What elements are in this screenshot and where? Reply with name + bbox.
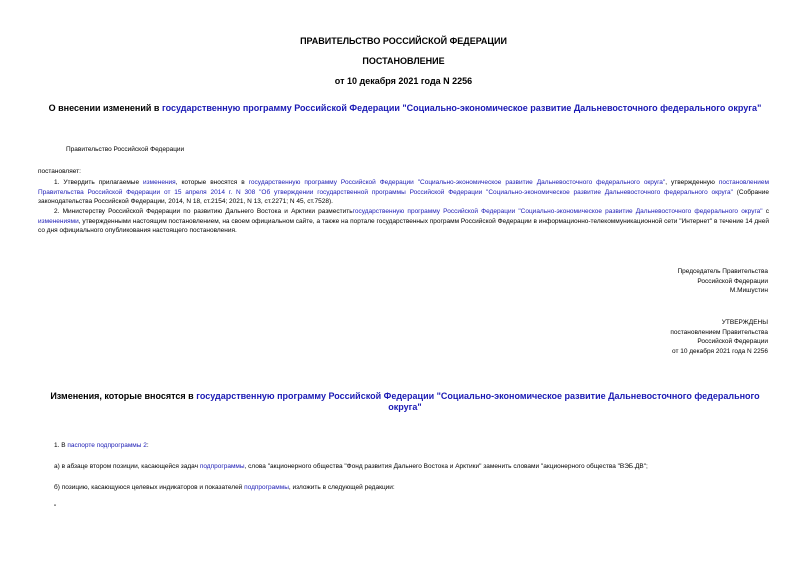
state-program-link[interactable]: государственную программу Российской Федерации "Социально-экономическое развитие Дальневосточного федерального округа" xyxy=(161,103,762,113)
approval-by: постановлением Правительства xyxy=(670,328,768,336)
p1-text-g: (Собрание законодательства Российской Федерации, 2014, N 18, ст.2154; 2021, N 13, ст.2271; N 45, ст.7528). xyxy=(38,188,769,206)
document-type: ПОСТАНОВЛЕНИЕ xyxy=(362,56,445,66)
changes-link[interactable]: изменения xyxy=(143,179,176,186)
signature-name: М.Мишустин xyxy=(729,287,768,295)
p2-program-link[interactable]: государственную программу Российской Федерации "Социально-экономическое развитие Дальневосточного федерального округа" xyxy=(352,208,763,215)
item-b-subprogram-link[interactable]: подпрограммы xyxy=(244,484,289,491)
item-a xyxy=(54,462,648,472)
document-title xyxy=(40,103,770,114)
document-title-prefix: О внесении изменений в xyxy=(48,103,162,113)
approval-date: от 10 декабря 2021 года N 2256 xyxy=(671,347,768,355)
approval-country: Российской Федерации xyxy=(697,338,768,346)
changes-title-prefix: Изменения, которые вносятся в xyxy=(50,391,197,401)
government-heading: ПРАВИТЕЛЬСТВО РОССИЙСКОЙ ФЕДЕРАЦИИ xyxy=(300,36,507,46)
preamble-government: Правительство Российской Федерации xyxy=(66,146,185,153)
p1-text-a: 1. Утвердить прилагаемые xyxy=(54,179,144,186)
changes-title-program-link[interactable]: государственную программу Российской Федерации "Социально-экономическое развитие Дальневосточного федерального округа" xyxy=(196,391,760,412)
item-a-text-c: , слова "акционерного общества "Фонд развития Дальнего Востока и Арктики" заменить словами "акционерного общества "ВЭБ.ДВ"; xyxy=(244,463,648,470)
signature-position: Председатель Правительства xyxy=(677,268,768,275)
subprogram-2-passport-link[interactable]: паспорте подпрограммы 2 xyxy=(67,442,147,449)
p1-text-e: , утвержденную xyxy=(665,179,719,186)
paragraph-1 xyxy=(38,178,769,207)
approval-heading: УТВЕРЖДЕНЫ xyxy=(721,319,768,326)
item-a-text-a: а) в абзаце втором позиции, касающейся задач xyxy=(54,463,200,470)
item-a-subprogram-link[interactable]: подпрограммы xyxy=(199,463,245,470)
p2-text-c: с xyxy=(762,208,769,215)
changes-title xyxy=(40,391,770,413)
p2-text-a: 2. Министерству Российской Федерации по развитию Дальнего Востока и Арктики разместить xyxy=(54,208,353,215)
item-b-text-a: б) позицию, касающуюся целевых индикаторов и показателей xyxy=(54,484,245,491)
item-b-text-c: , изложить в следующей редакции: xyxy=(288,484,395,491)
item-1 xyxy=(54,441,149,451)
document-date-number: от 10 декабря 2021 года N 2256 xyxy=(334,76,473,86)
resolution-308-link[interactable]: постановлением Правительства Российской Федерации от 15 апреля 2014 г. N 308 "Об утверждении государственной программы Российской Федерации "Социально-экономическое развитие Дальневосточного федерального округа" xyxy=(38,179,769,196)
item-b xyxy=(54,483,395,493)
p2-text-e: , утвержденными настоящим постановлением, на своем официальном сайте, а также на портале государственных программ Российской Федерации в информационно-телекоммуникационной сети "Интернет" в течение 14 дней со дня официального опубликования настоящего постановления. xyxy=(38,217,769,235)
p2-changes-link[interactable]: изменениями xyxy=(38,217,79,225)
approval-block xyxy=(500,318,768,356)
p1-text-c: , которые вносятся в xyxy=(175,179,249,186)
item1-text-c: : xyxy=(146,442,149,449)
signature-country: Российской Федерации xyxy=(697,277,768,285)
preamble-resolves: постановляет: xyxy=(38,168,81,175)
signature-block xyxy=(500,267,768,296)
item1-text-a: 1. В xyxy=(54,442,68,449)
quote-mark: " xyxy=(54,504,57,511)
p1-program-link[interactable]: государственную программу Российской Федерации "Социально-экономическое развитие Дальневосточного федерального округа" xyxy=(248,179,666,186)
paragraph-2 xyxy=(38,207,769,236)
